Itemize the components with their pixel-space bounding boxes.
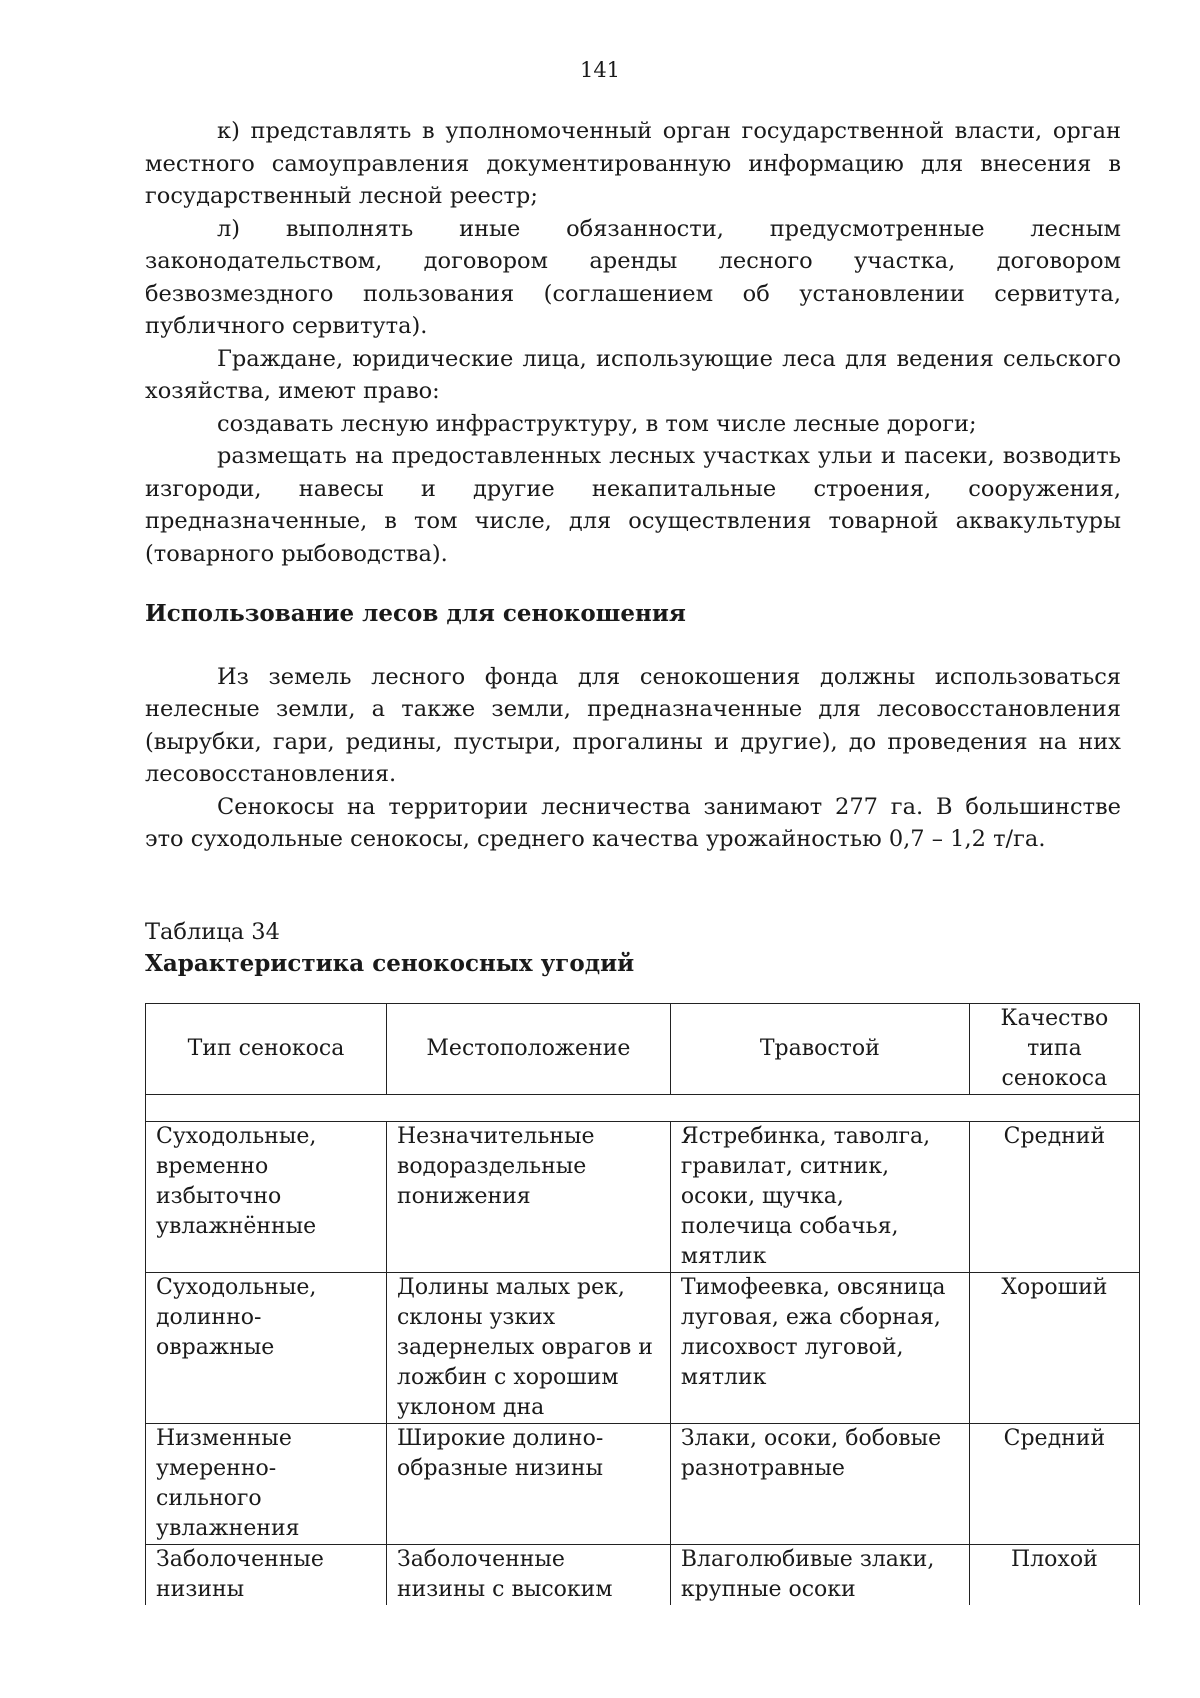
cell-type: Низменные умеренно-сильного увлажнения <box>146 1423 387 1544</box>
table-row <box>146 1272 1140 1423</box>
cell-grass: Ястребинка, таволга, гравилат, ситник, осоки, щучка, полечица собачья, мятлик <box>670 1121 969 1272</box>
cell-quality: Хороший <box>969 1272 1139 1423</box>
cell-location: Широкие долино-образные низины <box>386 1423 670 1544</box>
table-title: Характеристика сенокосных угодий <box>145 950 635 977</box>
cell-grass: Влаголюбивые злаки, крупные осоки <box>670 1544 969 1605</box>
header-type: Тип сенокоса <box>146 1003 387 1094</box>
table-row <box>146 1544 1140 1605</box>
cell-type: Суходольные, долинно-овражные <box>146 1272 387 1423</box>
paragraph: Из земель лесного фонда для сенокошения должны использоваться нелесные земли, а также земли, предназначенные для лесовосстановления (вырубки, гари, редины, пустыри, прогалины и другие), до проведения на них лесовосстановления. <box>145 663 1121 787</box>
table-spacer-row <box>146 1094 1140 1121</box>
section-heading: Использование лесов для сенокошения <box>145 600 686 627</box>
paragraph: Граждане, юридические лица, использующие леса для ведения сельского хозяйства, имеют право: <box>145 345 1121 404</box>
cell-location: Долины малых рек, склоны узких задернелых оврагов и ложбин с хорошим уклоном дна <box>386 1272 670 1423</box>
cell-location: Незначительные водораздельные понижения <box>386 1121 670 1272</box>
table-row <box>146 1121 1140 1272</box>
document-body <box>145 115 1121 1605</box>
cell-type: Заболоченные низины <box>146 1544 387 1605</box>
cell-grass: Тимофеевка, овсяница луговая, ежа сборная, лисохвост луговой, мятлик <box>670 1272 969 1423</box>
spacer-cell <box>146 1094 1140 1121</box>
header-location: Местоположение <box>386 1003 670 1094</box>
page-number: 141 <box>579 58 621 82</box>
cell-grass: Злаки, осоки, бобовые разнотравные <box>670 1423 969 1544</box>
paragraph: л) выполнять иные обязанности, предусмотренные лесным законодательством, договором аренды лесного участка, договором безвозмездного пользования (соглашением об установлении сервитута, публичного сервитута). <box>145 215 1121 339</box>
cell-quality: Средний <box>969 1423 1139 1544</box>
paragraph: создавать лесную инфраструктуру, в том числе лесные дороги; <box>217 410 977 437</box>
cell-location: Заболоченные низины с высоким <box>386 1544 670 1605</box>
paragraph: размещать на предоставленных лесных участках ульи и пасеки, возводить изгороди, навесы и другие некапитальные строения, сооружения, предназначенные, в том числе, для осуществления товарной аквакультуры (товарного рыбоводства). <box>145 443 1121 567</box>
paragraph: к) представлять в уполномоченный орган государственной власти, орган местного самоуправления документированную информацию для внесения в государственный лесной реестр; <box>145 118 1121 209</box>
hayfield-table <box>145 1003 1140 1605</box>
table-header-row <box>146 1003 1140 1094</box>
cell-type: Суходольные, временно избыточно увлажнённые <box>146 1121 387 1272</box>
cell-quality: Плохой <box>969 1544 1139 1605</box>
paragraph: Сенокосы на территории лесничества занимают 277 га. В большинстве это суходольные сенокосы, среднего качества урожайностью 0,7 – 1,2 т/га. <box>145 793 1121 852</box>
cell-quality: Средний <box>969 1121 1139 1272</box>
header-quality: Качество типа сенокоса <box>969 1003 1139 1094</box>
header-grass: Травостой <box>670 1003 969 1094</box>
table-caption: Таблица 34 <box>145 918 280 945</box>
table-row <box>146 1423 1140 1544</box>
